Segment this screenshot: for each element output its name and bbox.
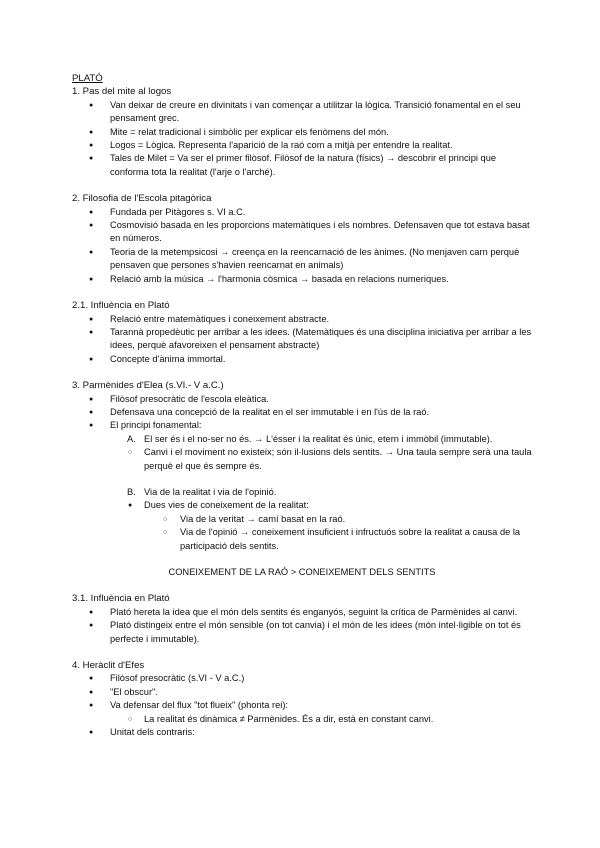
section-heading-2-1: 2.1. Influència en Plató <box>72 300 170 312</box>
list-item: ● Filòsof presocràtic de l'escola eleàtica. <box>72 393 532 406</box>
section-3-1-list <box>72 606 532 646</box>
section-heading-2: 2. Filosofia de l'Escola pitagòrica <box>72 193 212 205</box>
list-item: ● Concepte d'ànima immortal. <box>72 353 532 366</box>
list-item: ● Fundada per Pitàgores s. VI a.C. <box>72 206 532 219</box>
section-4-sub-item: ○ La realitat és dinàmica ≠ Parmènides. És a dir, està en constant canvi. <box>72 713 532 726</box>
list-item: ● Van deixar de creure en divinitats i van començar a utilitzar la lògica. Transició fonamental en el seu pensament grec. <box>72 99 532 126</box>
list-item: ● Va defensar del flux "tot flueix" (phonta rei): <box>72 699 532 712</box>
list-item: ● Tarannà propedèutic per arribar a les idees. (Matemàtiques és una disciplina iniciativa per arribar a les idees, perquè afavoreixen el pensament abstracte) <box>72 326 532 353</box>
list-item: ● Plató hereta la idea que el món dels sentits és enganyós, seguint la crítica de Parmènides al canvi. <box>72 606 532 619</box>
principle-b-bullet-text: Dues vies de coneixement de la realitat: <box>144 500 309 511</box>
list-item: ● Relació entre matemàtiques i coneixement abstracte. <box>72 313 532 326</box>
section-heading-3: 3. Parmènides d'Elea (s.VI.- V a.C.) <box>72 380 224 392</box>
section-3-list <box>72 393 532 433</box>
principle-b-text: Via de la realitat i via de l'opinió. <box>144 486 277 497</box>
section-2-1-list <box>72 313 532 367</box>
principle-b-sub-item: ○ Via de la veritat → camí basat en la raó. <box>72 513 532 526</box>
centered-statement: CONEIXEMENT DE LA RAÓ > CONEIXEMENT DELS SENTITS <box>168 567 436 577</box>
list-item: ● El principi fonamental: <box>72 419 532 432</box>
list-item: ● Filòsof presocràtic (s.VI - V a.C.) <box>72 672 532 685</box>
section-heading-3-1: 3.1. Influència en Plató <box>72 593 170 605</box>
section-heading-4: 4. Heràclit d'Efes <box>72 660 145 672</box>
list-item: ● Relació amb la música → l'harmonia còsmica → basada en relacions numeriques. <box>72 273 532 286</box>
document-title: PLATÓ <box>72 73 103 84</box>
section-4-list-cont <box>72 726 532 739</box>
list-item: ● Logos = Lògica. Representa l'aparició de la raó com a mitjà per entendre la realitat. <box>72 139 532 152</box>
list-item: ● "El obscur". <box>72 686 532 699</box>
principle-b-bullet <box>72 499 532 512</box>
principle-a-marker: A. <box>127 433 136 444</box>
principle-b-sub-item: ○ Via de l'opinió → coneixement insuficient i infructuós sobre la realitat a causa de la participació dels sentits. <box>72 526 532 553</box>
section-4-list <box>72 672 532 712</box>
section-1-list <box>72 99 532 179</box>
bullet-icon: ● <box>128 502 133 510</box>
list-item: ● Unitat dels contraris: <box>72 726 532 739</box>
principle-a-sub: ○ Canvi i el moviment no existeix; són il·lusions dels sentits. → Una taula sempre serà una taula perquè el que és sempre és. <box>72 446 532 473</box>
section-heading-1: 1. Pas del mite al logos <box>72 86 172 98</box>
principle-a-text: El ser és i el no-ser no és. → L'ésser i la realitat és únic, etern i immòbil (immutable). <box>144 433 493 444</box>
list-item: ● Cosmovisió basada en les proporcions matemàtiques i els nombres. Defensaven que tot estava basat en números. <box>72 219 532 246</box>
list-item: ● Mite = relat tradicional i simbòlic per explicar els fenòmens del món. <box>72 126 532 139</box>
principle-a <box>72 433 532 446</box>
list-item: ● Defensava una concepció de la realitat en el ser immutable i en l'ús de la raó. <box>72 406 532 419</box>
principle-b-marker: B. <box>127 486 136 497</box>
list-item: ● Teoria de la metempsicosi → creença en la reencarnació de les ànimes. (No menjaven carn perquè pensaven que persones s'havien reencarnat en animals) <box>72 246 532 273</box>
document-content <box>72 72 532 739</box>
list-item: ● Plató distingeix entre el món sensible (on tot canvia) i el món de les idees (món intel·ligible on tot és perfecte i immutable). <box>72 619 532 646</box>
section-2-list <box>72 206 532 286</box>
list-item: ● Tales de Milet = Va ser el primer filòsof. Filòsof de la natura (físics) → descobrir el principi que conforma tota la realitat (l'arje o l'arché). <box>72 152 532 179</box>
principle-b <box>72 486 532 499</box>
